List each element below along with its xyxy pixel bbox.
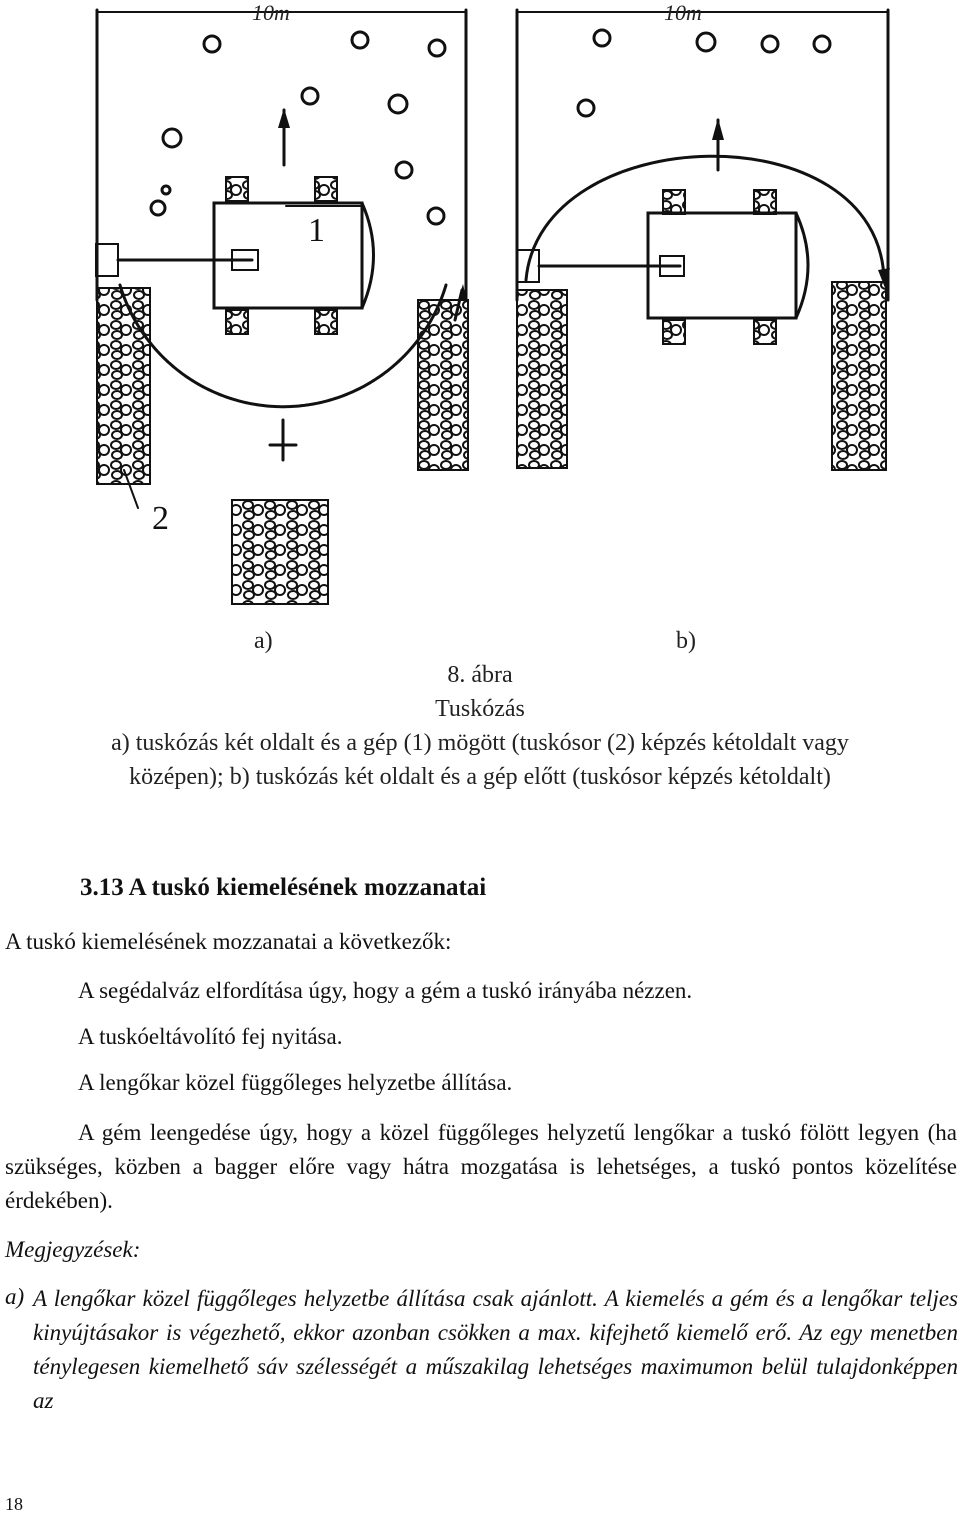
note-text: A lengőkar közel függőleges helyzetbe állítása csak ajánlott. A kiemelés a gém és a lengőkar teljes kinyújtásakor is végezhető, ekkor azonban csökken a max. kifejhető kiemelő erő. Az egy menetben ténylegesen kiemelhető sáv szélességét a műszakilag lehetséges maximumon belül tulajdonképpen az [33,1286,958,1413]
dimension-label-a: 10m [252,0,290,25]
figure-number: 8. ábra [447,662,513,688]
dimension-label-b: 10m [664,0,702,25]
caption-line-1: a) tuskózás két oldalt és a gép (1) mögött (tuskósor (2) képzés kétoldalt vagy [111,730,849,756]
caption-line-2: középen); b) tuskózás két oldalt és a gép előtt (tuskósor képzés kétoldalt) [129,764,831,790]
panel-b-drawing [517,10,890,470]
figure-title: Tuskózás [435,696,525,722]
panel-b-label: b) [676,628,696,654]
section-heading: 3.13 A tuskó kiemelésének mozzanatai [80,874,487,901]
page-number: 18 [5,1494,23,1514]
panel-a-label: a) [254,628,273,654]
callout-1: 1 [304,212,329,250]
notes-heading: Megjegyzések: [5,1237,141,1262]
section-paragraph: A gém leengedése úgy, hogy a közel függőleges helyzetű lengőkar a tuskó fölött legyen (ha szükséges, közben a bagger előre vagy hátra mozgatása is lehetséges, a tuskó pontos közelítése érdekében). [5,1120,957,1213]
callout-2: 2 [152,500,169,537]
step-item: A lengőkar közel függőleges helyzetbe állítása. [78,1070,513,1095]
step-item: A segédalváz elfordítása úgy, hogy a gém a tuskó irányába nézzen. [78,978,693,1003]
note-marker: a) [5,1284,25,1309]
figure-drawing [0,0,960,650]
figure-tuskozas [0,0,960,654]
section-intro: A tuskó kiemelésének mozzanatai a következők: [5,929,452,954]
step-item: A tuskóeltávolító fej nyitása. [78,1024,343,1049]
